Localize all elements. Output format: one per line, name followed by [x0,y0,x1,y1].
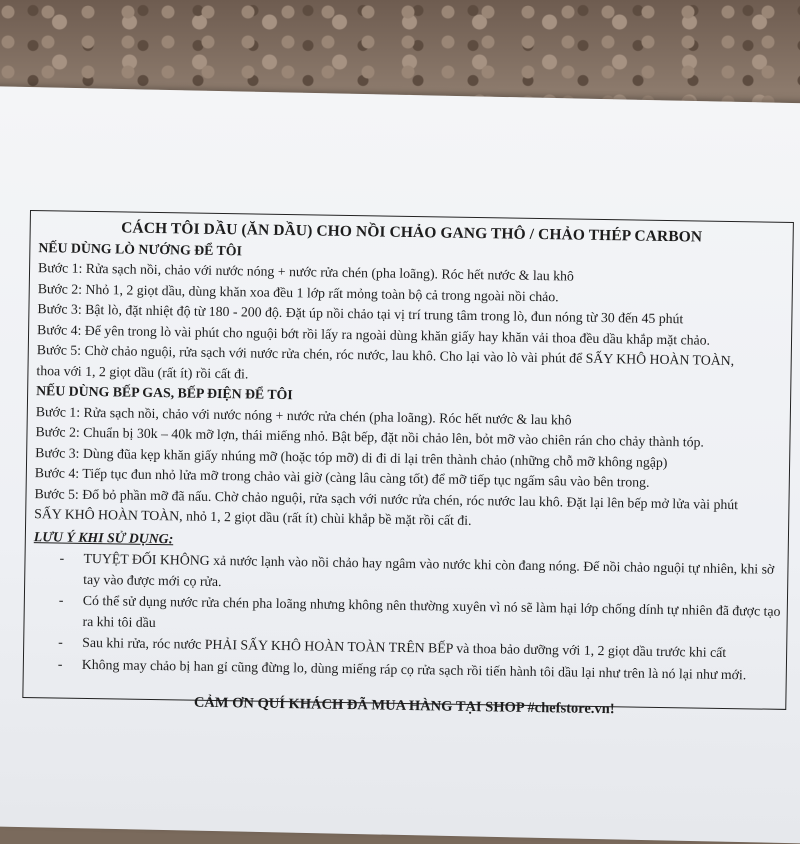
dash-marker: - [59,550,65,566]
stove-step-1: Bước 1: Rửa sạch nồi, chảo với nước nóng + nước rửa chén (pha loãng). Róc hết nước & lau khô [35,403,572,428]
instruction-document [22,210,794,718]
document-title: CÁCH TÔI DẦU (ĂN DẦU) CHO NỒI CHẢO GANG THÔ / CHẢO THÉP CARBON [121,219,703,246]
note-text: TUYỆT ĐỐI KHÔNG xả nước lạnh vào nồi chảo hay ngâm vào nước khi còn đang nóng. Để nồi chảo nguội tự nhiên, khi sờ tay vào được mới cọ rửa. [83,550,775,589]
oven-step-2: Bước 2: Nhỏ 1, 2 giọt dầu, dùng khăn xoa đều 1 lớp rất mỏng toàn bộ cả trong ngoài nồi chảo. [37,280,559,304]
stove-step-3: Bước 3: Dùng đũa kẹp khăn giấy nhúng mỡ (hoặc tóp mỡ) di đi di lại trên thành chảo (những chỗ mỡ không ngập) [35,444,668,470]
dash-marker: - [58,592,64,608]
dash-marker: - [58,634,63,650]
stove-step-4: Bước 4: Tiếp tục đun nhỏ lửa mỡ trong chảo vài giờ (càng lâu càng tốt) để mỡ tiếp tục ngấm sâu vào bên trong. [34,465,650,490]
stove-step-5: Bước 5: Đổ bỏ phần mỡ đã nấu. Chờ chảo nguội, rửa sạch với nước rửa chén, róc nước lau khô. Đặt lại lên bếp mở lửa vài phút [34,485,739,512]
oven-step-5-continued: thoa với 1, 2 giọt dầu (rất ít) rồi cất đi. [36,362,249,381]
oven-step-3: Bước 3: Bật lò, đặt nhiệt độ từ 180 - 200 độ. Đặt úp nồi chảo tại vị trí trung tâm trong lò, đun nóng từ 30 đến 45 phút [37,301,684,327]
closing-thanks: CẢM ƠN QUÍ KHÁCH ĐÃ MUA HÀNG TẠI SHOP #chefstore.vn! [193,694,615,718]
section-oven-heading: NẾU DÙNG LÒ NƯỚNG ĐỂ TÔI [38,239,243,258]
stove-step-5-continued: SẤY KHÔ HOÀN TOÀN, nhỏ 1, 2 giọt dầu (rất ít) chùi khắp bề mặt rồi cất đi. [34,506,472,528]
stove-step-2: Bước 2: Chuẩn bị 30k – 40k mỡ lợn, thái miếng nhỏ. Bật bếp, đặt nồi chảo lên, bỏt mỡ vào chiên rán cho chảy thành tóp. [35,424,705,450]
oven-step-4: Bước 4: Để yên trong lò vài phút cho nguội bớt rồi lấy ra ngoài dùng khăn giấy hay khăn vải thoa đều dầu khắp mặt chảo. [37,321,711,348]
section-stove-heading: NẾU DÙNG BẾP GAS, BẾP ĐIỆN ĐỂ TÔI [36,383,293,403]
oven-step-1: Bước 1: Rửa sạch nồi, chảo với nước nóng + nước rửa chén (pha loãng). Róc hết nước & lau khô [37,260,575,284]
oven-step-5: Bước 5: Chờ chảo nguội, rửa sạch với nước rửa chén, róc nước, lau khô. Cho lại vào lò vài phút để SẤY KHÔ HOÀN TOÀN, [36,342,735,369]
note-text: Không may chảo bị han gỉ cũng đừng lo, dùng miếng ráp cọ rửa sạch rồi tiến hành tôi dầu lại như trên là nó lại như mới. [81,656,747,682]
notes-heading: LƯU Ý KHI SỬ DỤNG: [33,528,174,546]
note-text: Sau khi rửa, róc nước PHẢI SẤY KHÔ HOÀN TOÀN TRÊN BẾP và thoa bảo dưỡng với 1, 2 giọt dầu trước khi cất [82,634,727,660]
note-text: Có thể sử dụng nước rửa chén pha loãng nhưng không nên thường xuyên vì nó sẽ làm hại lớp chống dính tự nhiên đã được tạo ra khi tôi dầu [82,592,781,630]
dash-marker: - [57,655,63,672]
